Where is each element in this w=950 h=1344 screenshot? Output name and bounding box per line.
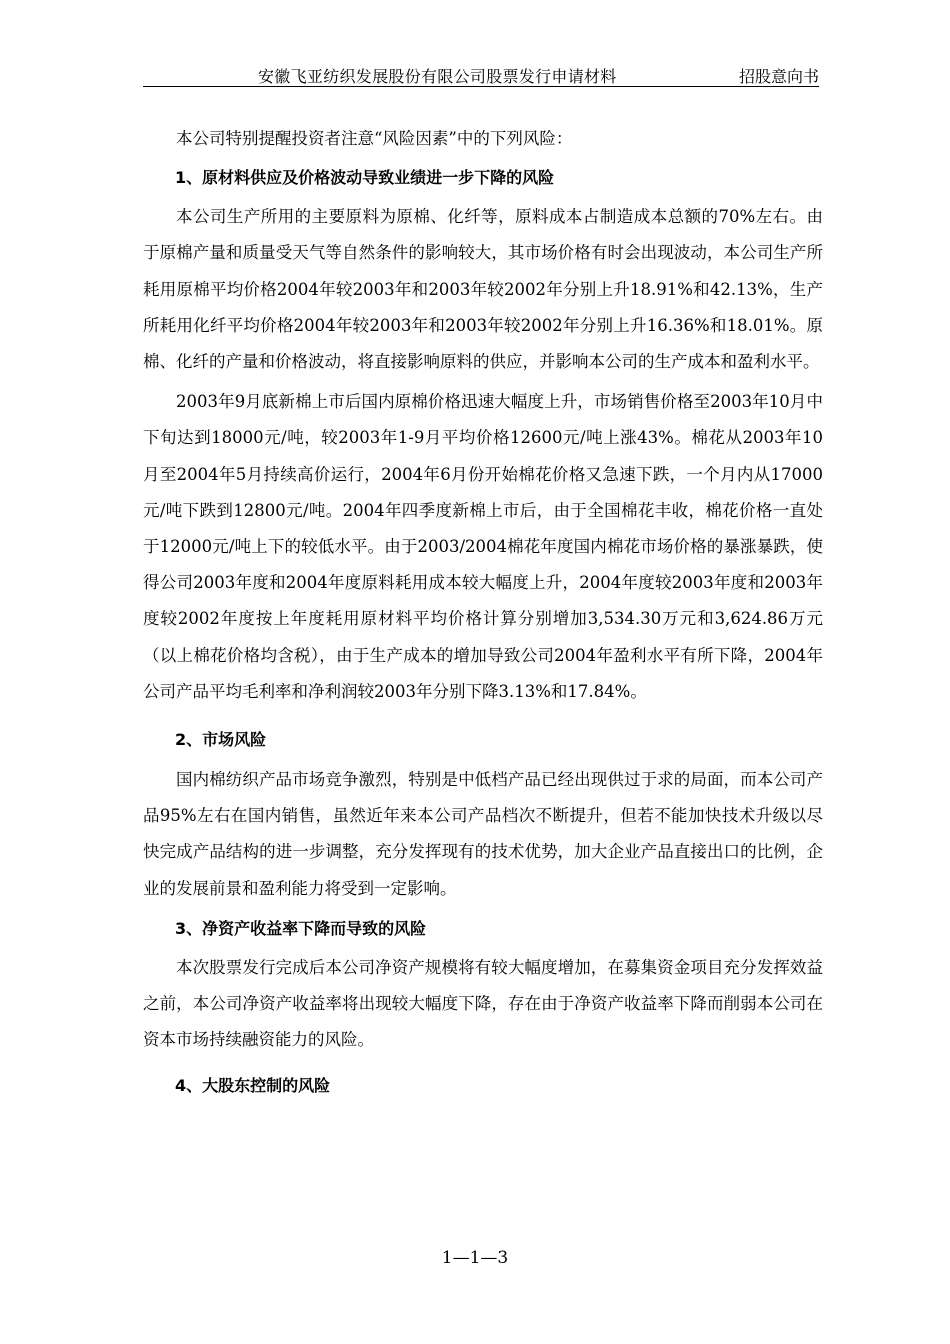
section-1-paragraph-1: 本公司生产所用的主要原料为原棉、化纤等，原料成本占制造成本总额的70%左右。由于原棉产量和质量受天气等自然条件的影响较大，其市场价格有时会出现波动，本公司生产所耗用原棉平均价格2004年较2003年和2003年较2002年分别上升18.91%和42.13%，生产所耗用化纤平均价格2004年较2003年和2003年较2002年分别上升16.36%和18.01%。原棉、化纤的产量和价格波动，将直接影响原料的供应，并影响本公司的生产成本和盈利水平。 (143, 207, 823, 372)
section-1-paragraph-2: 2003年9月底新棉上市后国内原棉价格迅速大幅度上升，市场销售价格至2003年10月中下旬达到18000元/吨，较2003年1-9月平均价格12600元/吨上涨43%。棉花从2003年10月至2004年5月持续高价运行，2004年6月份开始棉花价格又急速下跌，一个月内从17000元/吨下跌到12800元/吨。2004年四季度新棉上市后，由于全国棉花丰收，棉花价格一直处于12000元/吨上下的较低水平。由于2003/2004棉花年度国内棉花市场价格的暴涨暴跌，使得公司2003年度和2004年度原料耗用成本较大幅度上升，2004年度较2003年度和2003年度较2002年度按上年度耗用原材料平均价格计算分别增加3,534.30万元和3,624.86万元（以上棉花价格均含税），由于生产成本的增加导致公司2004年盈利水平有所下降，2004年公司产品平均毛利率和净利润较2003年分别下降3.13%和17.84%。 (143, 392, 823, 701)
section-3-paragraph-1: 本次股票发行完成后本公司净资产规模将有较大幅度增加，在募集资金项目充分发挥效益之前，本公司净资产收益率将出现较大幅度下降，存在由于净资产收益率下降而削弱本公司在资本市场持续融资能力的风险。 (143, 957, 823, 1050)
intro-paragraph: 本公司特别提醒投资者注意“风险因素”中的下列风险： (176, 129, 573, 148)
document-type: 招股意向书 (738, 67, 819, 86)
page-number: 1—1—3 (441, 1248, 509, 1268)
section-4-heading: 4、大股东控制的风险 (175, 1076, 331, 1096)
section-1-heading: 1、原材料供应及价格波动导致业绩进一步下降的风险 (175, 168, 555, 188)
page-header (143, 62, 819, 87)
section-2-paragraph-1: 国内棉纺织产品市场竞争激烈，特别是中低档产品已经出现供过于求的局面，而本公司产品95%左右在国内销售，虽然近年来本公司产品档次不断提升，但若不能加快技术升级以尽快完成产品结构的进一步调整，充分发挥现有的技术优势，加大企业产品直接出口的比例，企业的发展前景和盈利能力将受到一定影响。 (143, 770, 823, 898)
section-2-heading: 2、市场风险 (175, 730, 267, 750)
document-title: 安徽飞亚纺织发展股份有限公司股票发行申请材料 (258, 67, 617, 86)
document-body (143, 121, 823, 1104)
section-3-heading: 3、净资产收益率下降而导致的风险 (175, 918, 427, 938)
